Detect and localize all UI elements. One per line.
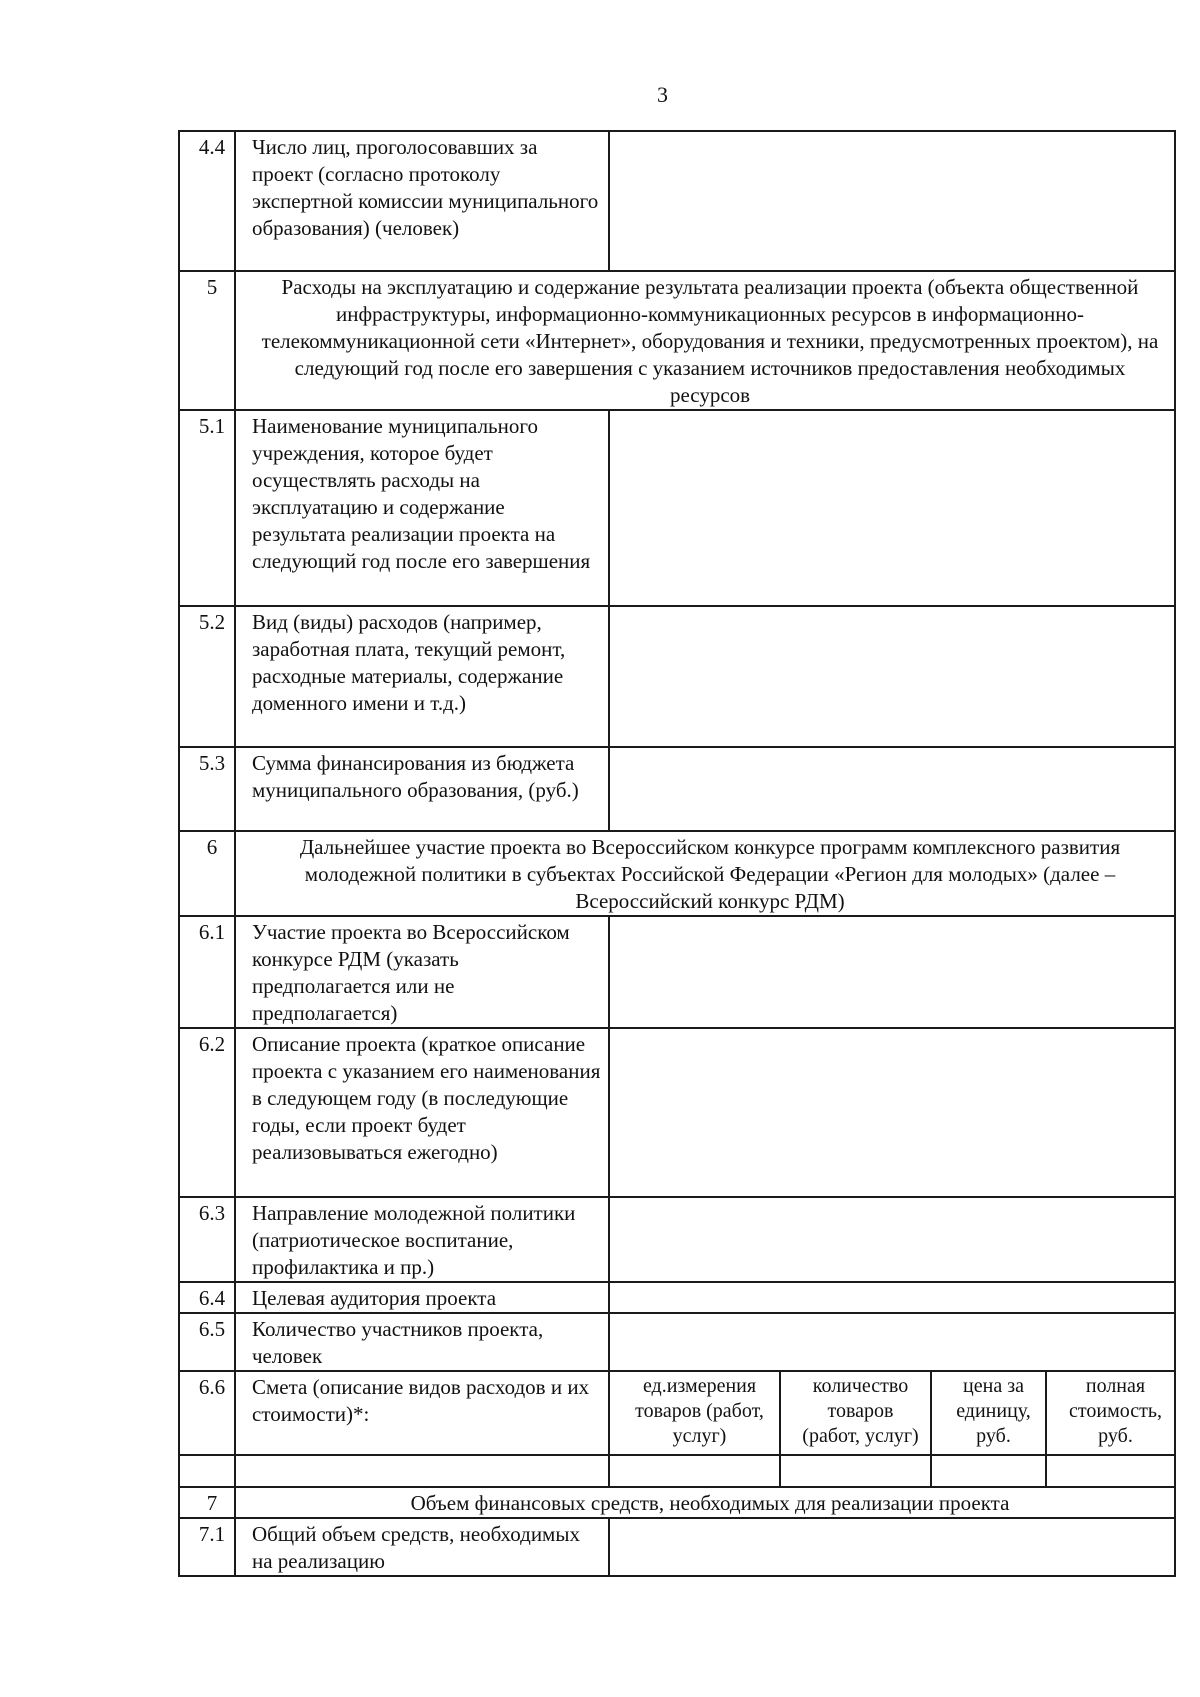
section-title: Объем финансовых средств, необходимых для реализации проекта	[235, 1487, 1175, 1518]
section-5-header	[179, 271, 1175, 410]
row-number: 6.6	[179, 1371, 235, 1455]
target-audience-field[interactable]	[609, 1282, 1175, 1313]
row-number: 6.3	[179, 1197, 235, 1282]
row-number: 6.4	[179, 1282, 235, 1313]
expense-types-field[interactable]	[609, 606, 1175, 747]
field-label: Общий объем средств, необходимых на реализацию	[235, 1518, 609, 1576]
participation-field[interactable]	[609, 916, 1175, 1028]
section-title: Дальнейшее участие проекта во Всероссийском конкурсе программ комплексного развития молодежной политики в субъектах Российской Федерации «Регион для молодых» (далее – Всероссийский конкурс РДМ)	[235, 831, 1175, 916]
row-5-2	[179, 606, 1175, 747]
unit-column-header: ед.измерения товаров (работ, услуг)	[609, 1371, 780, 1455]
row-number: 6.2	[179, 1028, 235, 1197]
field-label: Сумма финансирования из бюджета муниципального образования, (руб.)	[235, 747, 609, 831]
row-number: 5.2	[179, 606, 235, 747]
estimate-total-cell[interactable]	[1046, 1455, 1175, 1487]
row-6-2	[179, 1028, 1175, 1197]
field-label: Количество участников проекта, человек	[235, 1313, 609, 1371]
row-6-5	[179, 1313, 1175, 1371]
estimate-price-cell[interactable]	[931, 1455, 1046, 1487]
field-label: Смета (описание видов расходов и их стоимости)*:	[235, 1371, 609, 1455]
row-7-1	[179, 1518, 1175, 1576]
quantity-column-header: количество товаров (работ, услуг)	[780, 1371, 931, 1455]
row-6-3	[179, 1197, 1175, 1282]
section-title: Расходы на эксплуатацию и содержание результата реализации проекта (объекта общественной инфраструктуры, информационно-коммуникационных ресурсов в информационно-телекоммуникационной сети «Интернет», оборудования и техники, предусмотренных проектом), на следующий год после его завершения с указанием источников предоставления необходимых ресурсов	[235, 271, 1175, 410]
participants-count-field[interactable]	[609, 1313, 1175, 1371]
policy-direction-field[interactable]	[609, 1197, 1175, 1282]
page-number: 3	[657, 82, 668, 107]
field-label: Число лиц, проголосовавших за проект (согласно протоколу экспертной комиссии муниципального образования) (человек)	[235, 131, 609, 271]
section-number: 6	[179, 831, 235, 916]
row-number: 7.1	[179, 1518, 235, 1576]
votes-count-field[interactable]	[609, 131, 1175, 271]
field-label: Наименование муниципального учреждения, которое будет осуществлять расходы на эксплуатацию и содержание результата реализации проекта на следующий год после его завершения	[235, 410, 609, 606]
estimate-description-cell[interactable]	[235, 1455, 609, 1487]
row-6-1	[179, 916, 1175, 1028]
field-label: Направление молодежной политики (патриотическое воспитание, профилактика и пр.)	[235, 1197, 609, 1282]
empty-cell	[179, 1455, 235, 1487]
section-6-header	[179, 831, 1175, 916]
section-7-header	[179, 1487, 1175, 1518]
row-5-1	[179, 410, 1175, 606]
estimate-entry-row	[179, 1455, 1175, 1487]
row-number: 5.1	[179, 410, 235, 606]
row-number: 6.1	[179, 916, 235, 1028]
section-number: 7	[179, 1487, 235, 1518]
application-form-table	[178, 130, 1176, 1577]
field-label: Вид (виды) расходов (например, заработная плата, текущий ремонт, расходные материалы, содержание доменного имени и т.д.)	[235, 606, 609, 747]
estimate-unit-cell[interactable]	[609, 1455, 780, 1487]
row-6-4	[179, 1282, 1175, 1313]
unit-price-column-header: цена за единицу, руб.	[931, 1371, 1046, 1455]
row-4-4	[179, 131, 1175, 271]
estimate-quantity-cell[interactable]	[780, 1455, 931, 1487]
row-5-3	[179, 747, 1175, 831]
section-number: 5	[179, 271, 235, 410]
total-cost-column-header: полная стоимость, руб.	[1046, 1371, 1175, 1455]
total-funds-field[interactable]	[609, 1518, 1175, 1576]
row-number: 5.3	[179, 747, 235, 831]
funding-amount-field[interactable]	[609, 747, 1175, 831]
row-6-6	[179, 1371, 1175, 1455]
row-number: 6.5	[179, 1313, 235, 1371]
project-description-field[interactable]	[609, 1028, 1175, 1197]
field-label: Участие проекта во Всероссийском конкурсе РДМ (указать предполагается или не предполагается)	[235, 916, 609, 1028]
row-number: 4.4	[179, 131, 235, 271]
institution-name-field[interactable]	[609, 410, 1175, 606]
field-label: Описание проекта (краткое описание проекта с указанием его наименования в следующем году (в последующие годы, если проект будет реализовываться ежегодно)	[235, 1028, 609, 1197]
field-label: Целевая аудитория проекта	[235, 1282, 609, 1313]
